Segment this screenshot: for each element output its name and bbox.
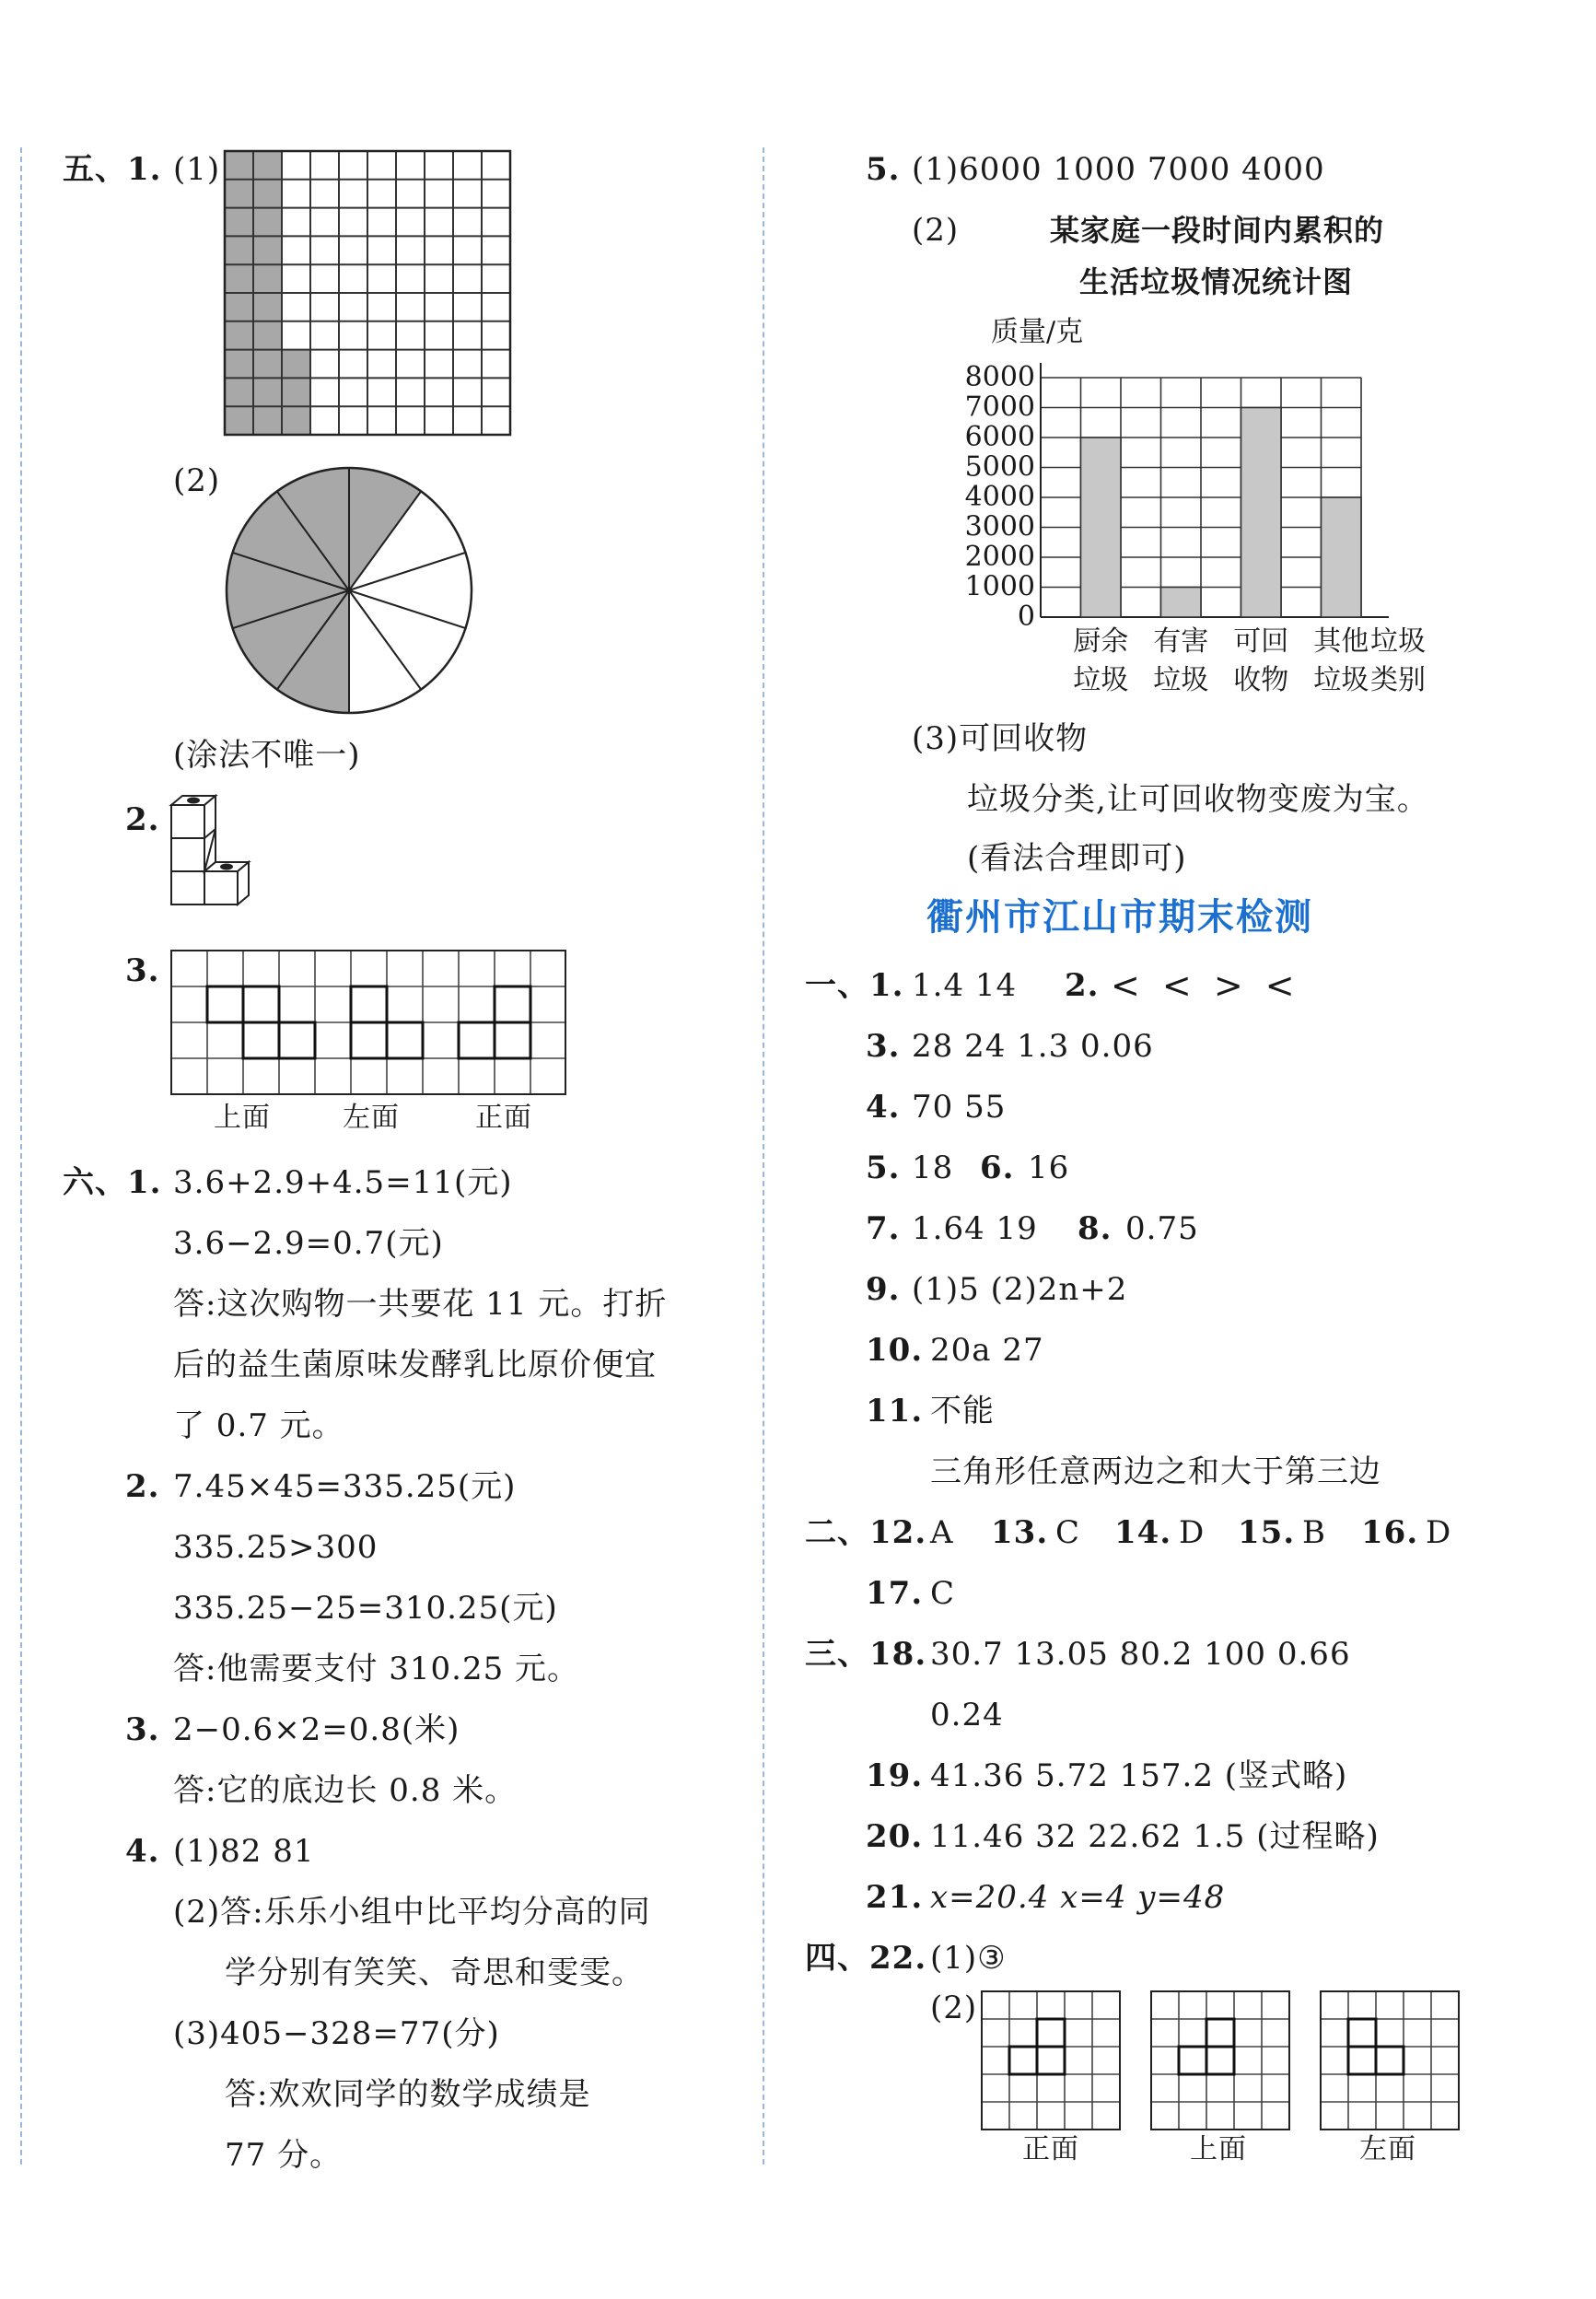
chart-xlabel: 类别 (1370, 664, 1426, 696)
r-l17-value: C (930, 1575, 956, 1612)
r-l13-value: C (1055, 1514, 1081, 1551)
shaded-circle-figure (225, 466, 473, 715)
r-l14-value: D (1179, 1514, 1206, 1551)
view-label-left: 左面 (1359, 2133, 1416, 2165)
chart-bar (1161, 588, 1202, 618)
r-l15-label: 15. (1238, 1514, 1296, 1551)
r-l1-label: 一、1. (805, 967, 904, 1004)
r-l11-label: 11. (866, 1393, 924, 1430)
s6-q3-label: 3. (125, 1711, 160, 1748)
r-l21-value: x=20.4 x=4 y=48 (930, 1879, 1226, 1916)
chart-ytick-label: 6000 (964, 421, 1035, 453)
r-l12-label: 二、12. (805, 1514, 927, 1551)
view-caption-left: 左面 (343, 1102, 400, 1134)
s6-q4-line1: (1)82 81 (173, 1833, 315, 1870)
r-l13-label: 13. (991, 1514, 1049, 1551)
r-l12-value: A (930, 1514, 954, 1551)
view-grid (1321, 1991, 1459, 2130)
r-l7-label: 7. (866, 1210, 901, 1247)
chart-xtick-label: 垃圾 (1313, 664, 1369, 696)
q5-part1: (1)6000 1000 7000 4000 (912, 151, 1325, 188)
chart-ytick-label: 8000 (964, 361, 1035, 393)
r-l10-label: 10. (866, 1332, 924, 1369)
chart-ytick-label: 1000 (964, 570, 1035, 603)
r-l11-reason: 三角形任意两边之和大于第三边 (930, 1453, 1381, 1490)
chart-subtitle: 生活垃圾情况统计图 (1079, 264, 1354, 299)
view-label-front: 正面 (1022, 2133, 1079, 2165)
chart-ylabel: 质量/克 (991, 316, 1084, 348)
r-l14-label: 14. (1114, 1514, 1172, 1551)
r-l8-value: 0.75 (1125, 1210, 1199, 1247)
chart-xtick-label: 其他 (1313, 625, 1369, 658)
chart-xtick-label: 厨余 (1073, 625, 1129, 658)
r-l3-value: 28 24 1.3 0.06 (912, 1028, 1154, 1065)
r-l16-label: 16. (1361, 1514, 1419, 1551)
s6-q3-line2: 答:它的底边长 0.8 米。 (173, 1772, 518, 1809)
chart-xtick-label: 有害 (1153, 625, 1209, 658)
three-views-grid (171, 951, 565, 1096)
chart-ytick-label: 2000 (964, 541, 1035, 573)
s6-q2-line1: 7.45×45=335.25(元) (173, 1468, 517, 1505)
s6-q1-line1: 3.6+2.9+4.5=11(元) (173, 1164, 513, 1201)
left-margin-line (20, 147, 22, 2165)
r-l6-label: 6. (980, 1150, 1015, 1186)
s6-q4-line6: 77 分。 (225, 2137, 343, 2174)
s6-q2-line4: 答:他需要支付 310.25 元。 (173, 1651, 580, 1687)
r-l1b-label: 2. (1065, 967, 1100, 1004)
r-l18-label: 三、18. (805, 1636, 927, 1673)
r-l22-label: 四、22. (805, 1940, 927, 1977)
s6-q4-line3: 学分别有笑笑、奇思和雯雯。 (225, 1955, 644, 1991)
chart-bar (1322, 497, 1362, 617)
chart-ytick-label: 0 (1017, 601, 1035, 633)
chart-title: 某家庭一段时间内累积的 (1050, 213, 1385, 248)
r-l3-label: 3. (866, 1028, 901, 1065)
r-l8-label: 8. (1078, 1210, 1113, 1247)
section-6-label: 六、1. (63, 1164, 162, 1201)
s6-q3-line1: 2−0.6×2=0.8(米) (173, 1711, 460, 1748)
section-title: 衢州市江山市期末检测 (926, 896, 1313, 939)
r-l21-label: 21. (866, 1879, 924, 1916)
chart-xtick-label: 垃圾 (1073, 664, 1129, 696)
r-l22-part2: (2) (930, 1990, 978, 2026)
question-2-label: 2. (125, 801, 160, 838)
chart-ytick-label: 7000 (964, 391, 1035, 424)
view-grid (1151, 1991, 1289, 2130)
shading-note: (涂法不唯一) (173, 737, 361, 774)
r-l18-value2: 0.24 (930, 1697, 1004, 1733)
s6-q1-line2: 3.6−2.9=0.7(元) (173, 1225, 444, 1262)
cube-stack-figure (171, 799, 263, 919)
q5-label: 5. (866, 151, 901, 188)
r-l4-value: 70 55 (912, 1089, 1007, 1126)
r-l9-label: 9. (866, 1271, 901, 1308)
q5-part3-note: (看法合理即可) (967, 840, 1187, 877)
r-l5-label: 5. (866, 1150, 901, 1186)
s6-q4-line5: 答:欢欢同学的数学成绩是 (225, 2076, 591, 2113)
r-l15-value: B (1302, 1514, 1326, 1551)
s6-q4-line4: (3)405−328=77(分) (173, 2015, 500, 2052)
chart-bar (1241, 408, 1282, 618)
r-l10-value: 20a 27 (930, 1332, 1044, 1369)
r-l4-label: 4. (866, 1089, 901, 1126)
s6-q2-label: 2. (125, 1468, 160, 1505)
r-l19-label: 19. (866, 1757, 924, 1794)
chart-xtick-label: 收物 (1233, 664, 1289, 696)
part-1-label: (1) (173, 151, 221, 188)
s6-q1-line3: 答:这次购物一共要花 11 元。打折 (173, 1286, 668, 1323)
question-3-label: 3. (125, 952, 160, 989)
r-l19-value: 41.36 5.72 157.2 (竖式略) (930, 1757, 1348, 1794)
chart-xtick-label: 垃圾 (1153, 664, 1209, 696)
r-l7-value: 1.64 19 (912, 1210, 1038, 1247)
chart-ytick-label: 5000 (964, 450, 1035, 484)
r-l11-value: 不能 (930, 1393, 995, 1430)
r-l22-value: (1)③ (930, 1940, 1007, 1977)
section-5-label: 五、1. (63, 151, 162, 188)
chart-ytick-label: 3000 (964, 510, 1035, 543)
chart-ytick-label: 4000 (964, 481, 1035, 513)
s6-q2-line2: 335.25>300 (173, 1529, 379, 1566)
r-l18-value: 30.7 13.05 80.2 100 0.66 (930, 1636, 1351, 1673)
r-l9-value: (1)5 (2)2n+2 (912, 1271, 1128, 1308)
s6-q4-label: 4. (125, 1833, 160, 1870)
r-l1c-value: < < > < (1111, 965, 1300, 1006)
cube-views-grids (982, 1991, 1470, 2130)
r-l20-value: 11.46 32 22.62 1.5 (过程略) (930, 1818, 1380, 1855)
r-l20-label: 20. (866, 1818, 924, 1855)
view-caption-top: 上面 (214, 1102, 271, 1134)
r-l6-value: 16 (1028, 1150, 1070, 1186)
r-l17-label: 17. (866, 1575, 924, 1612)
r-l1-value: 1.4 14 (912, 967, 1018, 1004)
s6-q2-line3: 335.25−25=310.25(元) (173, 1590, 558, 1627)
chart-xtick-label: 可回 (1233, 625, 1289, 658)
q5-part3: (3)可回收物 (912, 720, 1089, 757)
garbage-bar-chart (958, 313, 1474, 700)
chart-bar (1081, 438, 1122, 617)
r-l5-value: 18 (912, 1150, 954, 1186)
shaded-grid-figure (225, 151, 510, 435)
q5-part2-label: (2) (912, 212, 960, 249)
view-caption-front: 正面 (475, 1102, 532, 1134)
r-l16-value: D (1426, 1514, 1452, 1551)
view-grid (982, 1991, 1120, 2130)
part-2-label: (2) (173, 462, 221, 499)
view-label-top: 上面 (1190, 2133, 1247, 2165)
s6-q1-line5: 了 0.7 元。 (173, 1407, 344, 1444)
center-divider (763, 147, 764, 2165)
q5-part3-text: 垃圾分类,让可回收物变废为宝。 (967, 781, 1429, 818)
s6-q1-line4: 后的益生菌原味发酵乳比原价便宜 (173, 1347, 657, 1383)
chart-xlabel: 垃圾 (1370, 625, 1426, 658)
s6-q4-line2: (2)答:乐乐小组中比平均分高的同 (173, 1894, 651, 1931)
